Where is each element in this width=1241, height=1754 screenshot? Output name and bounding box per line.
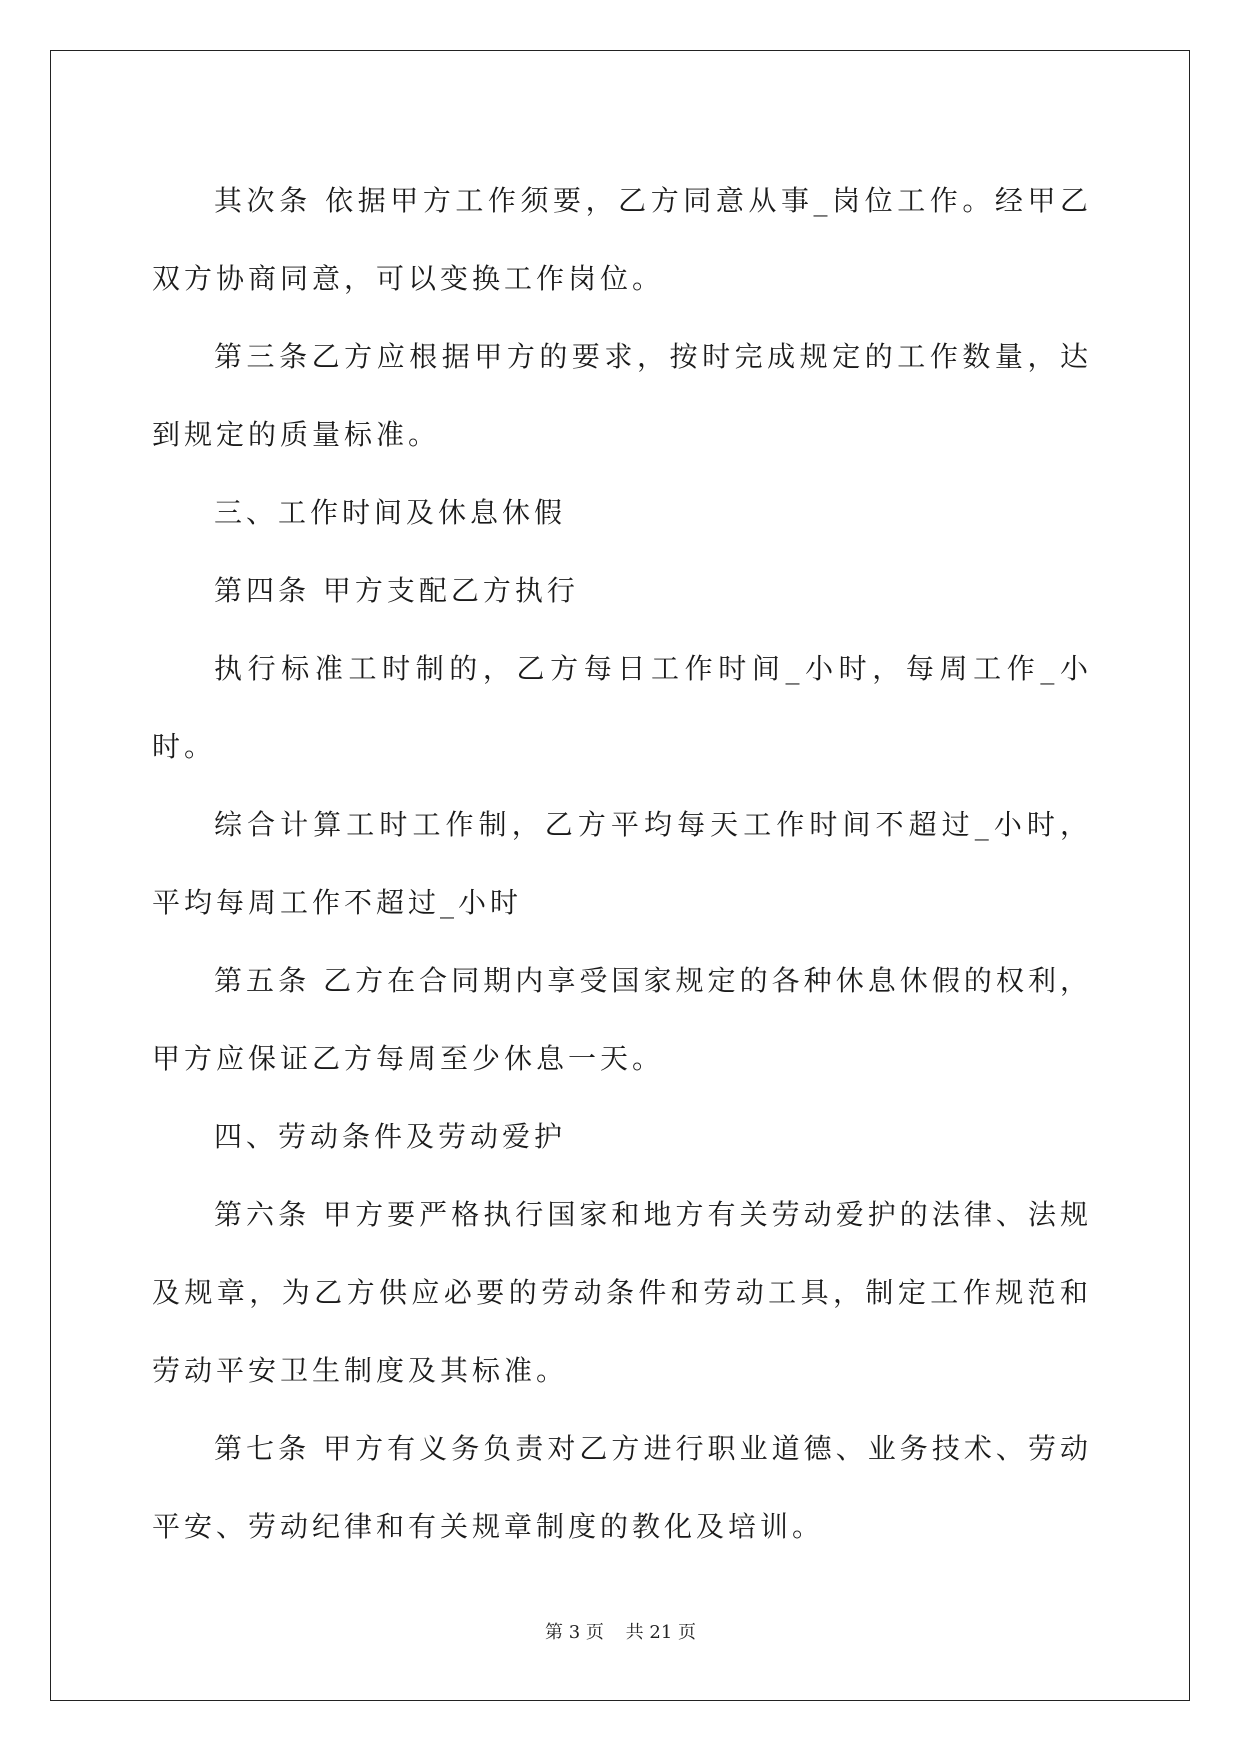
paragraph: 综合计算工时工作制，乙方平均每天工作时间不超过_小时，平均每周工作不超过_小时 <box>152 808 1092 919</box>
page-number: 第 3 页 <box>545 1622 604 1643</box>
section-heading: 四、劳动条件及劳动爱护 <box>214 1120 567 1153</box>
page-footer <box>0 1618 1241 1644</box>
paragraph: 第五条 乙方在合同期内享受国家规定的各种休息休假的权利，甲方应保证乙方每周至少休息一天。 <box>152 964 1092 1075</box>
section-heading: 三、工作时间及休息休假 <box>214 496 567 529</box>
paragraph: 第三条乙方应根据甲方的要求，按时完成规定的工作数量，达到规定的质量标准。 <box>152 340 1092 451</box>
document-body <box>152 162 1092 1566</box>
paragraph: 其次条 依据甲方工作须要，乙方同意从事_岗位工作。经甲乙双方协商同意，可以变换工作岗位。 <box>152 184 1092 295</box>
paragraph: 第六条 甲方要严格执行国家和地方有关劳动爱护的法律、法规及规章，为乙方供应必要的劳动条件和劳动工具，制定工作规范和劳动平安卫生制度及其标准。 <box>152 1198 1092 1387</box>
paragraph: 第七条 甲方有义务负责对乙方进行职业道德、业务技术、劳动平安、劳动纪律和有关规章制度的教化及培训。 <box>152 1432 1092 1543</box>
page-total: 共 21 页 <box>625 1622 696 1643</box>
paragraph: 第四条 甲方支配乙方执行 <box>214 574 579 607</box>
paragraph: 执行标准工时制的，乙方每日工作时间_小时，每周工作_小时。 <box>152 652 1092 763</box>
